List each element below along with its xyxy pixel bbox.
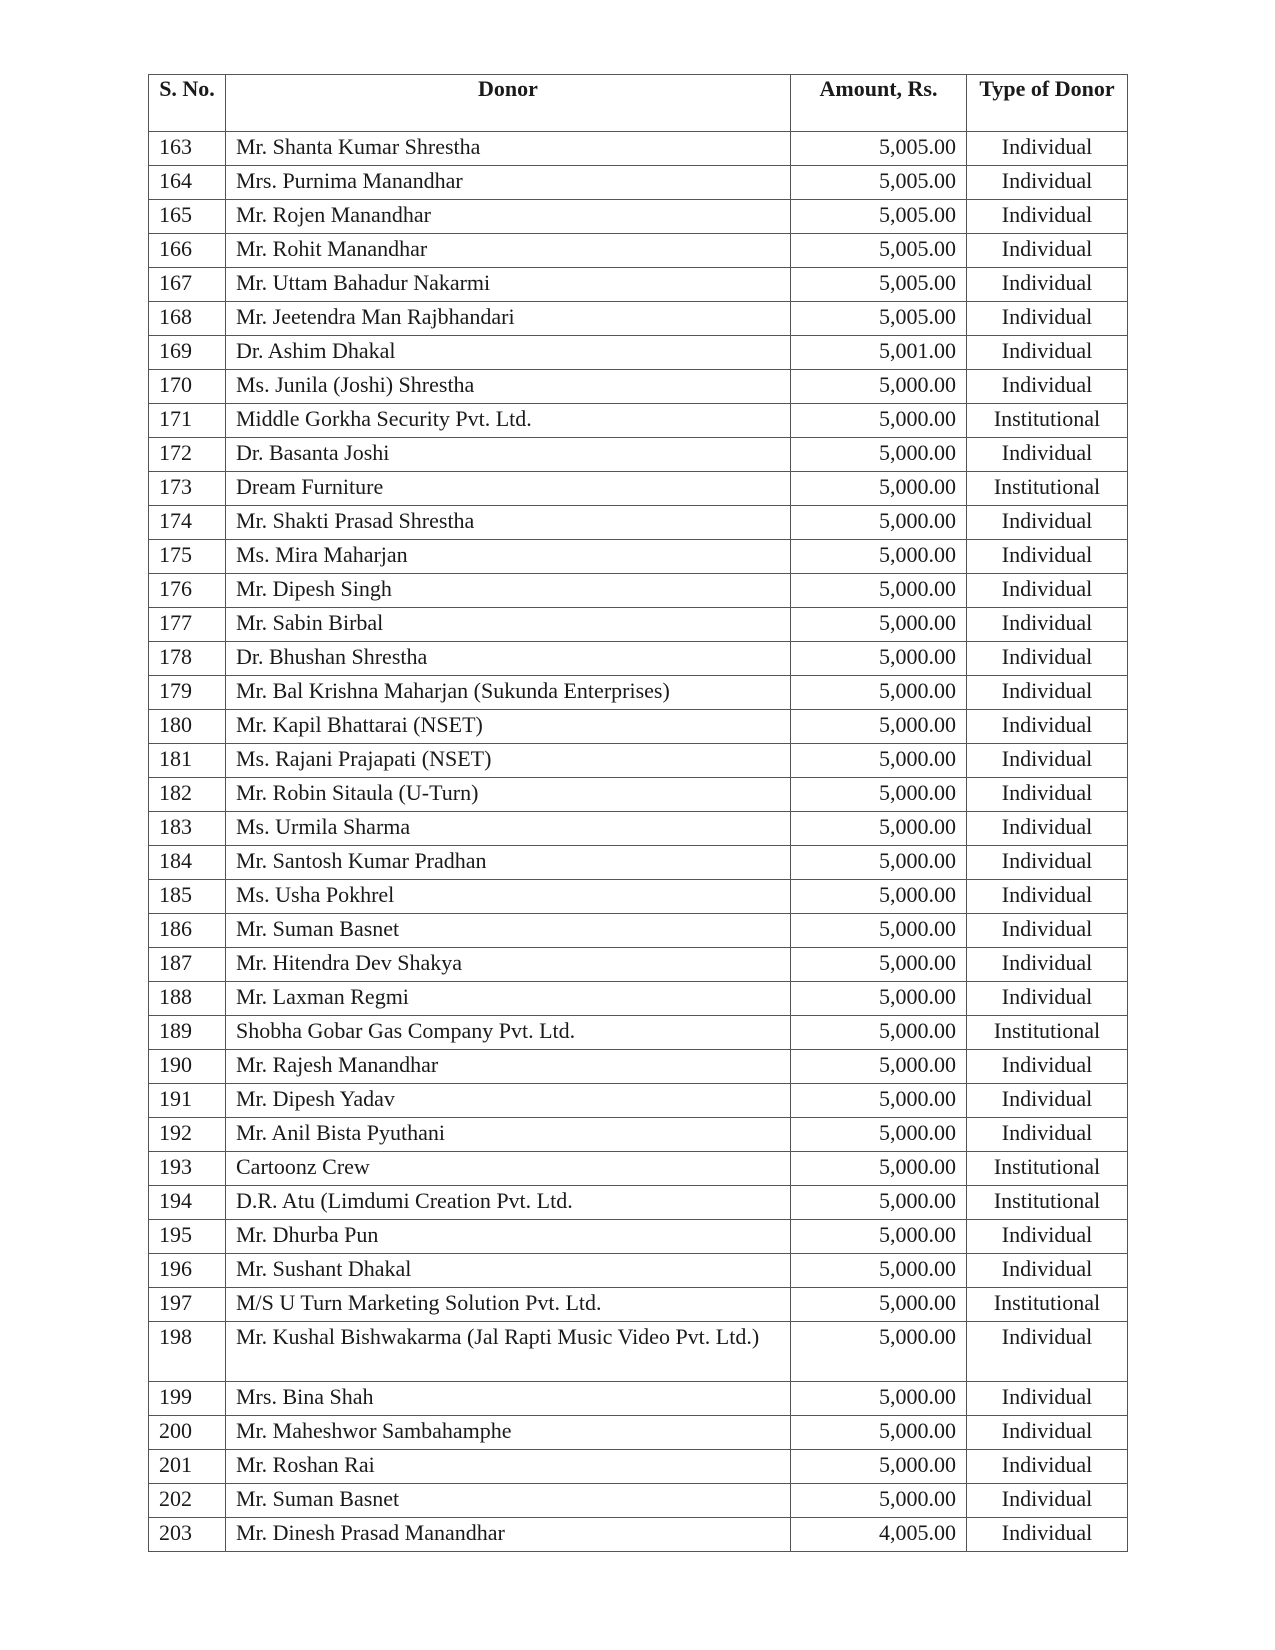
donor-name-cell: Ms. Junila (Joshi) Shrestha — [226, 370, 791, 404]
amount-cell: 5,000.00 — [791, 370, 967, 404]
amount-cell: 5,005.00 — [791, 268, 967, 302]
donor-name-cell: Mr. Suman Basnet — [226, 914, 791, 948]
donor-type-cell: Individual — [967, 608, 1128, 642]
donor-type-cell: Individual — [967, 846, 1128, 880]
serial-number-cell: 187 — [149, 948, 226, 982]
donor-name-cell: Mr. Rohit Manandhar — [226, 234, 791, 268]
amount-cell: 5,000.00 — [791, 1016, 967, 1050]
header-amount: Amount, Rs. — [791, 75, 967, 132]
donor-name-cell: Dream Furniture — [226, 472, 791, 506]
amount-cell: 5,000.00 — [791, 812, 967, 846]
donor-name-cell: Dr. Ashim Dhakal — [226, 336, 791, 370]
donor-type-cell: Individual — [967, 540, 1128, 574]
table-row — [149, 1016, 1128, 1050]
table-row — [149, 1084, 1128, 1118]
serial-number-cell: 170 — [149, 370, 226, 404]
amount-cell: 5,000.00 — [791, 778, 967, 812]
serial-number-cell: 166 — [149, 234, 226, 268]
donor-type-cell: Individual — [967, 948, 1128, 982]
donor-name-cell: Ms. Urmila Sharma — [226, 812, 791, 846]
serial-number-cell: 172 — [149, 438, 226, 472]
table-header-row — [149, 75, 1128, 132]
serial-number-cell: 186 — [149, 914, 226, 948]
donor-type-cell: Individual — [967, 880, 1128, 914]
serial-number-cell: 185 — [149, 880, 226, 914]
amount-cell: 5,000.00 — [791, 404, 967, 438]
serial-number-cell: 200 — [149, 1416, 226, 1450]
amount-cell: 5,000.00 — [791, 1450, 967, 1484]
donor-type-cell: Individual — [967, 1322, 1128, 1382]
donor-table — [148, 74, 1128, 1552]
donor-name-cell: Ms. Rajani Prajapati (NSET) — [226, 744, 791, 778]
amount-cell: 5,000.00 — [791, 1484, 967, 1518]
amount-cell: 5,000.00 — [791, 1050, 967, 1084]
amount-cell: 5,005.00 — [791, 200, 967, 234]
donor-type-cell: Institutional — [967, 1016, 1128, 1050]
amount-cell: 5,000.00 — [791, 1186, 967, 1220]
table-row — [149, 404, 1128, 438]
donor-type-cell: Individual — [967, 1518, 1128, 1552]
serial-number-cell: 201 — [149, 1450, 226, 1484]
donor-type-cell: Individual — [967, 642, 1128, 676]
amount-cell: 5,000.00 — [791, 846, 967, 880]
table-body — [149, 132, 1128, 1552]
serial-number-cell: 182 — [149, 778, 226, 812]
table-row — [149, 642, 1128, 676]
donor-name-cell: Mr. Robin Sitaula (U-Turn) — [226, 778, 791, 812]
donor-name-cell: Ms. Mira Maharjan — [226, 540, 791, 574]
serial-number-cell: 188 — [149, 982, 226, 1016]
donor-type-cell: Individual — [967, 200, 1128, 234]
amount-cell: 5,000.00 — [791, 608, 967, 642]
donor-name-cell: Mr. Kushal Bishwakarma (Jal Rapti Music Video Pvt. Ltd.) — [226, 1322, 791, 1382]
donor-name-cell: Mr. Roshan Rai — [226, 1450, 791, 1484]
donor-type-cell: Individual — [967, 1484, 1128, 1518]
amount-cell: 5,000.00 — [791, 642, 967, 676]
donor-name-cell: Mr. Rojen Manandhar — [226, 200, 791, 234]
table-row — [149, 880, 1128, 914]
amount-cell: 5,000.00 — [791, 982, 967, 1016]
table-row — [149, 1288, 1128, 1322]
donor-type-cell: Individual — [967, 132, 1128, 166]
table-row — [149, 710, 1128, 744]
donor-name-cell: Mrs. Bina Shah — [226, 1382, 791, 1416]
amount-cell: 5,000.00 — [791, 1220, 967, 1254]
donor-name-cell: Mr. Maheshwor Sambahamphe — [226, 1416, 791, 1450]
serial-number-cell: 190 — [149, 1050, 226, 1084]
donor-type-cell: Individual — [967, 1450, 1128, 1484]
table-row — [149, 608, 1128, 642]
amount-cell: 5,000.00 — [791, 1084, 967, 1118]
table-row — [149, 438, 1128, 472]
amount-cell: 5,000.00 — [791, 540, 967, 574]
table-row — [149, 302, 1128, 336]
table-row — [149, 1322, 1128, 1382]
amount-cell: 5,000.00 — [791, 438, 967, 472]
serial-number-cell: 202 — [149, 1484, 226, 1518]
donor-name-cell: Mr. Santosh Kumar Pradhan — [226, 846, 791, 880]
donor-type-cell: Individual — [967, 1382, 1128, 1416]
amount-cell: 5,000.00 — [791, 710, 967, 744]
donor-type-cell: Individual — [967, 1050, 1128, 1084]
donor-name-cell: Mr. Dhurba Pun — [226, 1220, 791, 1254]
amount-cell: 5,000.00 — [791, 574, 967, 608]
donor-name-cell: Mr. Dinesh Prasad Manandhar — [226, 1518, 791, 1552]
amount-cell: 4,005.00 — [791, 1518, 967, 1552]
donor-name-cell: Dr. Bhushan Shrestha — [226, 642, 791, 676]
donor-type-cell: Individual — [967, 676, 1128, 710]
serial-number-cell: 179 — [149, 676, 226, 710]
donor-name-cell: Mr. Sabin Birbal — [226, 608, 791, 642]
amount-cell: 5,000.00 — [791, 1416, 967, 1450]
donor-type-cell: Institutional — [967, 1288, 1128, 1322]
serial-number-cell: 163 — [149, 132, 226, 166]
donor-name-cell: Mr. Bal Krishna Maharjan (Sukunda Enterprises) — [226, 676, 791, 710]
donor-type-cell: Individual — [967, 1254, 1128, 1288]
table-row — [149, 1118, 1128, 1152]
table-row — [149, 200, 1128, 234]
amount-cell: 5,000.00 — [791, 1152, 967, 1186]
table-row — [149, 234, 1128, 268]
amount-cell: 5,000.00 — [791, 472, 967, 506]
table-row — [149, 540, 1128, 574]
donor-type-cell: Individual — [967, 710, 1128, 744]
table-row — [149, 778, 1128, 812]
table-row — [149, 506, 1128, 540]
amount-cell: 5,005.00 — [791, 166, 967, 200]
serial-number-cell: 167 — [149, 268, 226, 302]
serial-number-cell: 193 — [149, 1152, 226, 1186]
header-donor-type: Type of Donor — [967, 75, 1128, 132]
amount-cell: 5,000.00 — [791, 744, 967, 778]
donor-name-cell: Shobha Gobar Gas Company Pvt. Ltd. — [226, 1016, 791, 1050]
serial-number-cell: 189 — [149, 1016, 226, 1050]
table-row — [149, 1254, 1128, 1288]
donor-name-cell: Mrs. Purnima Manandhar — [226, 166, 791, 200]
donor-name-cell: Cartoonz Crew — [226, 1152, 791, 1186]
donor-type-cell: Individual — [967, 234, 1128, 268]
table-row — [149, 846, 1128, 880]
amount-cell: 5,000.00 — [791, 1254, 967, 1288]
donor-type-cell: Individual — [967, 574, 1128, 608]
serial-number-cell: 175 — [149, 540, 226, 574]
donor-type-cell: Individual — [967, 302, 1128, 336]
serial-number-cell: 174 — [149, 506, 226, 540]
header-serial-number: S. No. — [149, 75, 226, 132]
donor-name-cell: Mr. Suman Basnet — [226, 1484, 791, 1518]
serial-number-cell: 180 — [149, 710, 226, 744]
table-row — [149, 268, 1128, 302]
serial-number-cell: 171 — [149, 404, 226, 438]
table-row — [149, 370, 1128, 404]
donor-type-cell: Individual — [967, 1220, 1128, 1254]
donor-name-cell: Mr. Sushant Dhakal — [226, 1254, 791, 1288]
donor-type-cell: Individual — [967, 914, 1128, 948]
donor-name-cell: Mr. Jeetendra Man Rajbhandari — [226, 302, 791, 336]
serial-number-cell: 196 — [149, 1254, 226, 1288]
donor-type-cell: Institutional — [967, 472, 1128, 506]
donor-type-cell: Individual — [967, 1118, 1128, 1152]
header-donor: Donor — [226, 75, 791, 132]
amount-cell: 5,000.00 — [791, 506, 967, 540]
amount-cell: 5,000.00 — [791, 1288, 967, 1322]
table-row — [149, 1416, 1128, 1450]
serial-number-cell: 181 — [149, 744, 226, 778]
donor-name-cell: Mr. Dipesh Yadav — [226, 1084, 791, 1118]
table-row — [149, 166, 1128, 200]
donor-name-cell: M/S U Turn Marketing Solution Pvt. Ltd. — [226, 1288, 791, 1322]
amount-cell: 5,000.00 — [791, 880, 967, 914]
serial-number-cell: 176 — [149, 574, 226, 608]
donor-name-cell: Middle Gorkha Security Pvt. Ltd. — [226, 404, 791, 438]
amount-cell: 5,001.00 — [791, 336, 967, 370]
table-row — [149, 812, 1128, 846]
donor-name-cell: Mr. Shakti Prasad Shrestha — [226, 506, 791, 540]
table-row — [149, 948, 1128, 982]
serial-number-cell: 191 — [149, 1084, 226, 1118]
donor-type-cell: Individual — [967, 370, 1128, 404]
donor-name-cell: Mr. Dipesh Singh — [226, 574, 791, 608]
table-row — [149, 1450, 1128, 1484]
donor-type-cell: Individual — [967, 744, 1128, 778]
serial-number-cell: 178 — [149, 642, 226, 676]
donor-type-cell: Individual — [967, 336, 1128, 370]
donor-type-cell: Institutional — [967, 1152, 1128, 1186]
serial-number-cell: 192 — [149, 1118, 226, 1152]
amount-cell: 5,000.00 — [791, 1118, 967, 1152]
donor-name-cell: Mr. Anil Bista Pyuthani — [226, 1118, 791, 1152]
serial-number-cell: 184 — [149, 846, 226, 880]
donor-name-cell: Ms. Usha Pokhrel — [226, 880, 791, 914]
donor-name-cell: Mr. Kapil Bhattarai (NSET) — [226, 710, 791, 744]
table-row — [149, 744, 1128, 778]
amount-cell: 5,000.00 — [791, 1382, 967, 1416]
donor-name-cell: D.R. Atu (Limdumi Creation Pvt. Ltd. — [226, 1186, 791, 1220]
amount-cell: 5,000.00 — [791, 1322, 967, 1382]
donor-type-cell: Individual — [967, 778, 1128, 812]
donor-name-cell: Mr. Rajesh Manandhar — [226, 1050, 791, 1084]
donor-name-cell: Mr. Laxman Regmi — [226, 982, 791, 1016]
serial-number-cell: 164 — [149, 166, 226, 200]
donor-type-cell: Individual — [967, 166, 1128, 200]
table-row — [149, 574, 1128, 608]
donor-type-cell: Individual — [967, 506, 1128, 540]
donor-type-cell: Institutional — [967, 1186, 1128, 1220]
donor-type-cell: Institutional — [967, 404, 1128, 438]
serial-number-cell: 195 — [149, 1220, 226, 1254]
table-row — [149, 982, 1128, 1016]
donor-type-cell: Individual — [967, 812, 1128, 846]
serial-number-cell: 183 — [149, 812, 226, 846]
table-row — [149, 132, 1128, 166]
table-row — [149, 1382, 1128, 1416]
table-row — [149, 1186, 1128, 1220]
table-row — [149, 1220, 1128, 1254]
amount-cell: 5,000.00 — [791, 948, 967, 982]
donor-type-cell: Individual — [967, 1416, 1128, 1450]
serial-number-cell: 168 — [149, 302, 226, 336]
donor-name-cell: Mr. Shanta Kumar Shrestha — [226, 132, 791, 166]
serial-number-cell: 165 — [149, 200, 226, 234]
donor-type-cell: Individual — [967, 982, 1128, 1016]
serial-number-cell: 194 — [149, 1186, 226, 1220]
donor-name-cell: Dr. Basanta Joshi — [226, 438, 791, 472]
table-row — [149, 1050, 1128, 1084]
amount-cell: 5,000.00 — [791, 676, 967, 710]
table-row — [149, 1518, 1128, 1552]
serial-number-cell: 173 — [149, 472, 226, 506]
serial-number-cell: 177 — [149, 608, 226, 642]
serial-number-cell: 203 — [149, 1518, 226, 1552]
table-row — [149, 676, 1128, 710]
amount-cell: 5,005.00 — [791, 234, 967, 268]
table-row — [149, 1484, 1128, 1518]
amount-cell: 5,005.00 — [791, 132, 967, 166]
donor-type-cell: Individual — [967, 438, 1128, 472]
serial-number-cell: 198 — [149, 1322, 226, 1382]
donor-type-cell: Individual — [967, 1084, 1128, 1118]
serial-number-cell: 197 — [149, 1288, 226, 1322]
table-row — [149, 336, 1128, 370]
serial-number-cell: 169 — [149, 336, 226, 370]
table-row — [149, 1152, 1128, 1186]
document-page — [148, 74, 1127, 1552]
table-row — [149, 914, 1128, 948]
donor-type-cell: Individual — [967, 268, 1128, 302]
donor-name-cell: Mr. Uttam Bahadur Nakarmi — [226, 268, 791, 302]
serial-number-cell: 199 — [149, 1382, 226, 1416]
amount-cell: 5,005.00 — [791, 302, 967, 336]
donor-name-cell: Mr. Hitendra Dev Shakya — [226, 948, 791, 982]
table-row — [149, 472, 1128, 506]
amount-cell: 5,000.00 — [791, 914, 967, 948]
